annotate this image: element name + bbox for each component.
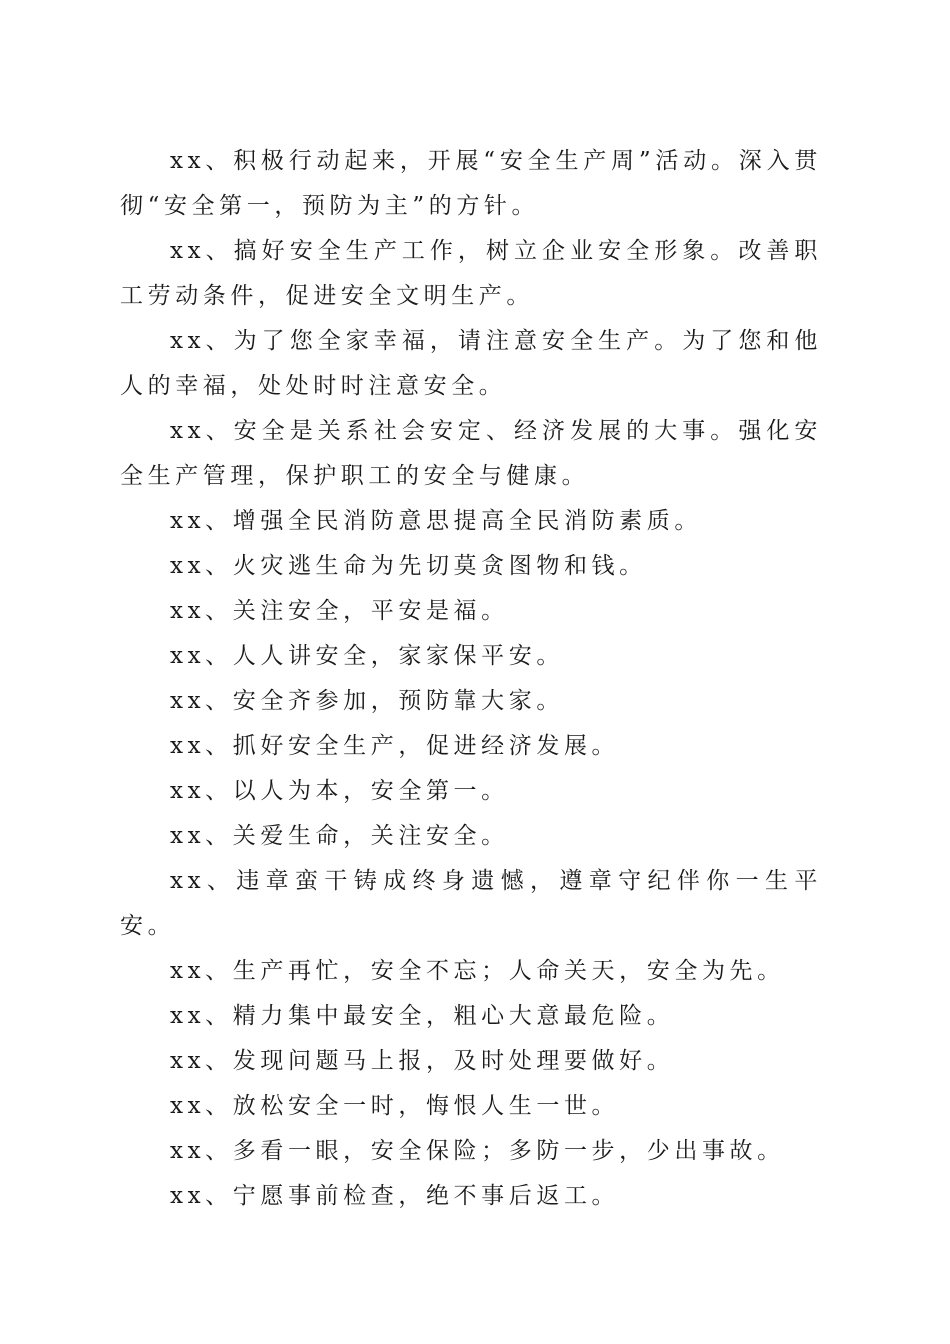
paragraph-10: xx、抓好安全生产，促进经济发展。 <box>170 733 620 759</box>
paragraph-7: xx、关注安全，平安是福。 <box>170 598 509 624</box>
paragraph-3: xx、为了您全家幸福，请注意安全生产。为了您和他人的幸福，处处时时注意安全。 <box>120 328 822 399</box>
paragraph-11: xx、以人为本，安全第一。 <box>170 778 509 804</box>
paragraph-9: xx、安全齐参加，预防靠大家。 <box>170 688 564 714</box>
paragraph-18: xx、多看一眼，安全保险；多防一步，少出事故。 <box>170 1138 785 1164</box>
paragraph-6: xx、火灾逃生命为先切莫贪图物和钱。 <box>170 553 647 579</box>
paragraph-12: xx、关爱生命，关注安全。 <box>170 823 509 849</box>
paragraph-15: xx、精力集中最安全，粗心大意最危险。 <box>170 1003 675 1029</box>
paragraph-16: xx、发现问题马上报，及时处理要做好。 <box>170 1048 675 1074</box>
paragraph-1: xx、积极行动起来，开展“安全生产周”活动。深入贯彻“安全第一，预防为主”的方针。 <box>120 148 822 219</box>
paragraph-13: xx、违章蛮干铸成终身遗憾，遵章守纪伴你一生平安。 <box>120 868 822 939</box>
paragraph-8: xx、人人讲安全，家家保平安。 <box>170 643 564 669</box>
paragraph-19: xx、宁愿事前检查，绝不事后返工。 <box>170 1183 620 1209</box>
paragraph-2: xx、搞好安全生产工作，树立企业安全形象。改善职工劳动条件，促进安全文明生产。 <box>120 238 822 309</box>
paragraph-4: xx、安全是关系社会安定、经济发展的大事。强化安全生产管理，保护职工的安全与健康。 <box>120 418 822 489</box>
paragraph-14: xx、生产再忙，安全不忘；人命关天，安全为先。 <box>170 958 785 984</box>
document-body <box>120 139 822 1219</box>
paragraph-17: xx、放松安全一时，悔恨人生一世。 <box>170 1093 620 1119</box>
paragraph-5: xx、增强全民消防意思提高全民消防素质。 <box>170 508 702 534</box>
